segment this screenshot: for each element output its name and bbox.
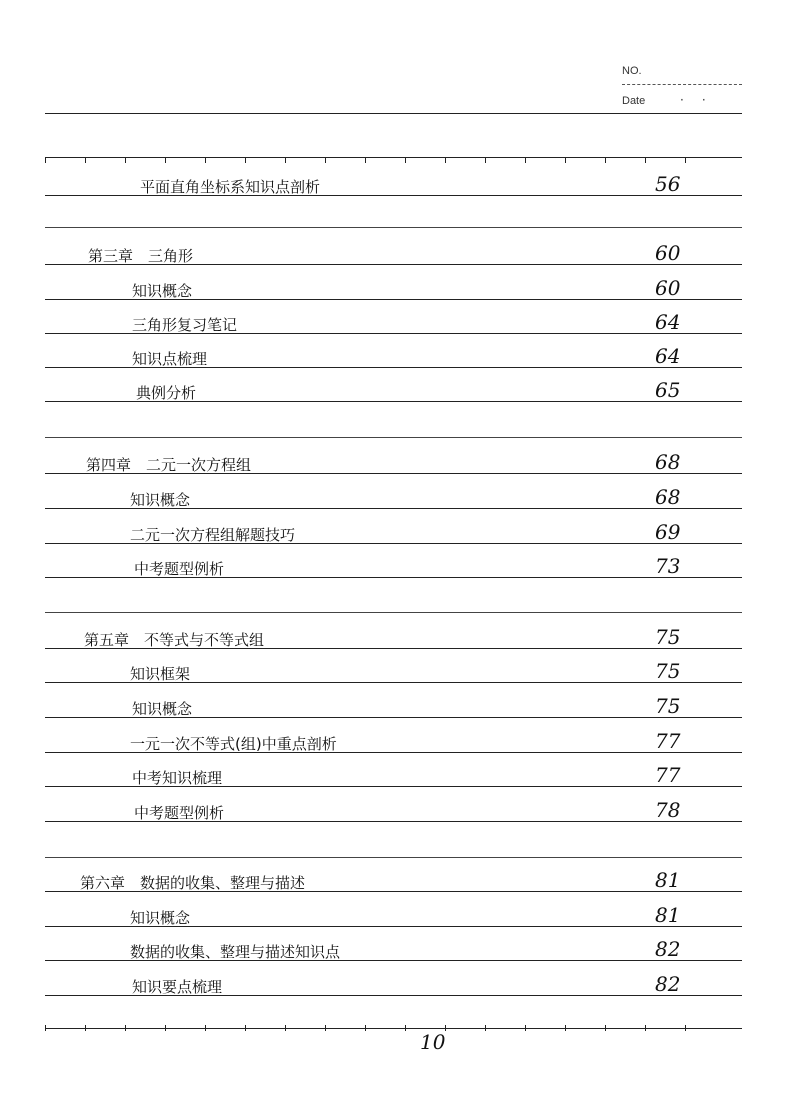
toc-entry-page: 60 [655, 241, 681, 265]
no-dotted-line [622, 84, 742, 85]
toc-entry-page: 64 [655, 310, 681, 334]
toc-entry-title: 一元一次不等式(组)中重点剖析 [130, 735, 337, 753]
toc-line [45, 577, 742, 578]
top-ticks [45, 157, 742, 163]
toc-entry-title: 知识点梳理 [132, 350, 208, 368]
date-dots: ·· [680, 93, 724, 107]
toc-line [45, 821, 742, 822]
toc-entry-page: 65 [655, 378, 681, 402]
toc-line [45, 508, 742, 509]
toc-entry-page: 77 [655, 763, 681, 787]
toc-entry-page: 75 [655, 625, 681, 649]
toc-entry-title: 典例分析 [136, 384, 197, 402]
toc-line [45, 264, 742, 265]
date-label: Date [622, 95, 646, 107]
toc-entry-title: 中考知识梳理 [132, 769, 223, 787]
toc-line [45, 401, 742, 402]
toc-entry-page: 56 [655, 172, 681, 196]
blank-line [45, 227, 742, 228]
chapter-title: 第四章 二元一次方程组 [86, 456, 252, 474]
toc-line [45, 891, 742, 892]
toc-entry-title: 知识概念 [130, 491, 191, 509]
toc-entry-page: 60 [655, 276, 681, 300]
toc-entry-title: 二元一次方程组解题技巧 [130, 526, 296, 544]
toc-entry-page: 81 [655, 868, 681, 892]
chapter-title: 第三章 三角形 [88, 247, 194, 265]
toc-entry-title: 知识概念 [132, 282, 193, 300]
toc-line [45, 543, 742, 544]
chapter-title: 第五章 不等式与不等式组 [84, 631, 265, 649]
toc-line [45, 299, 742, 300]
toc-entry-title: 数据的收集、整理与描述知识点 [130, 943, 341, 961]
footer-page-number: 10 [420, 1030, 446, 1054]
toc-entry-page: 78 [655, 798, 681, 822]
toc-line [45, 786, 742, 787]
toc-entry-title: 平面直角坐标系知识点剖析 [140, 178, 321, 196]
blank-line [45, 857, 742, 858]
header-rule [45, 113, 742, 114]
toc-line [45, 648, 742, 649]
toc-entry-page: 81 [655, 903, 681, 927]
toc-entry-page: 68 [655, 450, 681, 474]
toc-line [45, 195, 742, 196]
chapter-title: 第六章 数据的收集、整理与描述 [80, 874, 306, 892]
toc-entry-page: 68 [655, 485, 681, 509]
toc-entry-title: 中考题型例析 [134, 560, 225, 578]
toc-entry-page: 75 [655, 694, 681, 718]
toc-line [45, 333, 742, 334]
toc-line [45, 682, 742, 683]
toc-entry-page: 64 [655, 344, 681, 368]
toc-entry-page: 82 [655, 972, 681, 996]
toc-entry-page: 77 [655, 729, 681, 753]
blank-line [45, 612, 742, 613]
blank-line [45, 437, 742, 438]
toc-entry-page: 82 [655, 937, 681, 961]
toc-entry-page: 69 [655, 520, 681, 544]
toc-line [45, 717, 742, 718]
no-label: NO. [622, 65, 642, 77]
toc-entry-title: 知识要点梳理 [132, 978, 223, 996]
toc-entry-title: 知识框架 [130, 665, 191, 683]
toc-line [45, 752, 742, 753]
bottom-ticks [45, 1025, 742, 1031]
toc-entry-title: 知识概念 [132, 700, 193, 718]
toc-entry-title: 三角形复习笔记 [132, 316, 238, 334]
toc-line [45, 995, 742, 996]
toc-entry-title: 知识概念 [130, 909, 191, 927]
toc-line [45, 960, 742, 961]
toc-entry-title: 中考题型例析 [134, 804, 225, 822]
toc-line [45, 367, 742, 368]
toc-line [45, 473, 742, 474]
toc-entry-page: 73 [655, 554, 681, 578]
toc-line [45, 926, 742, 927]
toc-entry-page: 75 [655, 659, 681, 683]
